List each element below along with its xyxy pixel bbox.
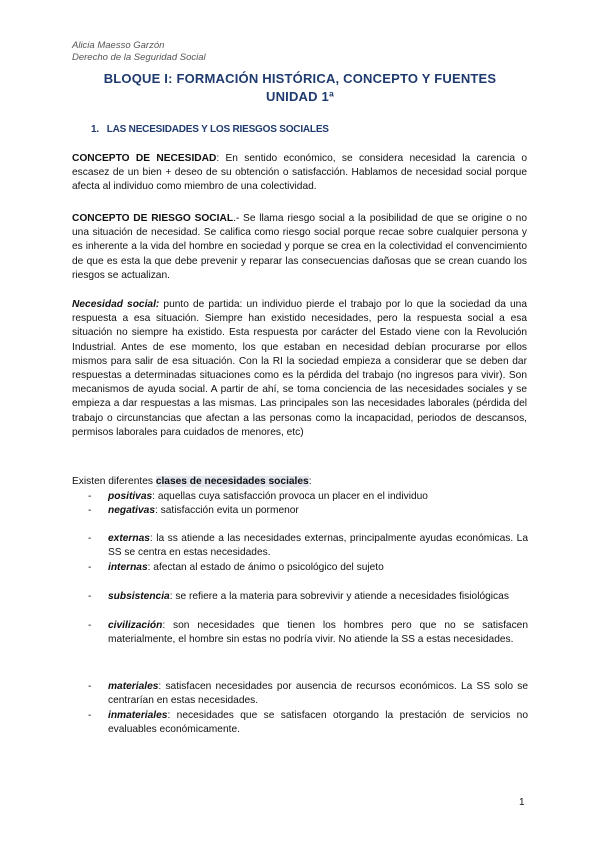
header-subject: Derecho de la Seguridad Social [72, 52, 206, 63]
list-term: positivas [108, 491, 153, 502]
paragraph-necesidad-social [72, 298, 527, 440]
list-text: : afectan al estado de ánimo o psicológico del sujeto [147, 562, 384, 573]
list-term: materiales [108, 681, 159, 692]
section-title: LAS NECESIDADES Y LOS RIESGOS SOCIALES [106, 124, 329, 135]
list-term: civilización [108, 620, 163, 631]
list-item [88, 532, 528, 560]
paragraph-concepto-necesidad [72, 152, 527, 195]
term-concepto-riesgo: CONCEPTO DE RIESGO SOCIAL [72, 213, 234, 224]
text-concepto-necesidad: : En sentido económico, se considera necesidad la carencia o escasez de un bien + deseo de su obtención o satisfacción. Hablamos de necesidad social porque afecta al individuo como miembro de una colectividad. [72, 153, 527, 193]
list-item [88, 619, 528, 647]
list-text: : necesidades que se satisfacen otorgando la prestación de servicios no evaluables económicamente. [108, 710, 528, 736]
list-text: : satisfacen necesidades por ausencia de recursos económicos. La SS solo se centrarían en estas necesidades. [108, 681, 528, 707]
list-item [88, 490, 528, 504]
list-item [88, 709, 528, 737]
list-term: internas [108, 562, 148, 573]
term-necesidad-social: Necesidad social: [72, 299, 160, 310]
clases-colon: : [308, 476, 312, 487]
list-item [88, 680, 528, 708]
list-dash: - [88, 591, 92, 602]
paragraph-concepto-riesgo [72, 212, 527, 283]
list-dash: - [88, 505, 92, 516]
list-item [88, 561, 528, 575]
list-term: inmateriales [108, 710, 168, 721]
list-term: negativas [108, 505, 155, 516]
list-text: : aquellas cuya satisfacción provoca un placer en el individuo [152, 491, 428, 502]
section-number: 1. [91, 124, 99, 135]
list-text: : la ss atiende a las necesidades externas, principalmente ayudas económicas. La SS se centra en estas necesidades. [108, 533, 528, 559]
list-term: externas [108, 533, 150, 544]
list-text: : se refiere a la materia para sobrevivir y atiende a necesidades fisiológicas [169, 591, 509, 602]
list-dash: - [88, 681, 92, 692]
list-item [88, 504, 528, 518]
list-text: : satisfacción evita un pormenor [155, 505, 299, 516]
list-item [88, 590, 528, 604]
page-number: 1 [519, 797, 525, 808]
list-dash: - [88, 620, 92, 631]
list-dash: - [88, 491, 92, 502]
list-dash: - [88, 710, 92, 721]
header-author: Alicia Maesso Garzón [72, 40, 165, 51]
term-concepto-necesidad: CONCEPTO DE NECESIDAD [72, 153, 217, 164]
paragraph-clases-intro [72, 475, 527, 489]
text-concepto-riesgo: .- Se llama riesgo social a la posibilidad de que se origine o no una situación de necesidad. Se califica como riesgo social porque recae sobre cualquier persona y es inherente a la vida del hombre en sociedad y porque se crea en la colectividad el convencimiento de que es esta la que debe prevenir y reparar las consecuencias dañosas que se crean cuando los riesgos se actualizan. [72, 213, 527, 281]
list-dash: - [88, 533, 92, 544]
section-heading [91, 124, 329, 135]
list-text: : son necesidades que tienen los hombres pero que no se satisfacen materialmente, el hombre sin estas no podría vivir. No atiende la SS a estas necesidades. [108, 620, 528, 646]
text-necesidad-social: punto de partida: un individuo pierde el trabajo por lo que la sociedad da una respuesta a esa situación. Siempre han existido necesidades, pero la respuesta social a esa situación no siempre ha existido. Esta respuesta por carácter del Estado viene con la Revolución Industrial. Antes de ese momento, los que estaban en necesidad debían procurarse por ellos mismos para salir de esa situación. Con la RI la sociedad empieza a considerar que se deben dar respuestas a determinadas situaciones como es la pérdida del trabajo (no ingresos para vivir). Son mecanismos de ayuda social. A partir de ahí, se toma conciencia de las necesidades sociales y se empieza a dar respuestas a las mismas. Las principales son las necesidades laborales (pérdida del trabajo o circunstancias que afectan a las personas como la incapacidad, periodos de descansos, permisos laborales para cuidados de menores, etc) [72, 299, 527, 438]
clases-intro-text: Existen diferentes [72, 476, 156, 487]
list-dash: - [88, 562, 92, 573]
page-title: BLOQUE I: FORMACIÓN HISTÓRICA, CONCEPTO Y FUENTES [103, 71, 497, 86]
unit-title: UNIDAD 1ª [265, 89, 334, 104]
list-term: subsistencia [108, 591, 170, 602]
clases-highlight: clases de necesidades sociales [155, 476, 309, 487]
